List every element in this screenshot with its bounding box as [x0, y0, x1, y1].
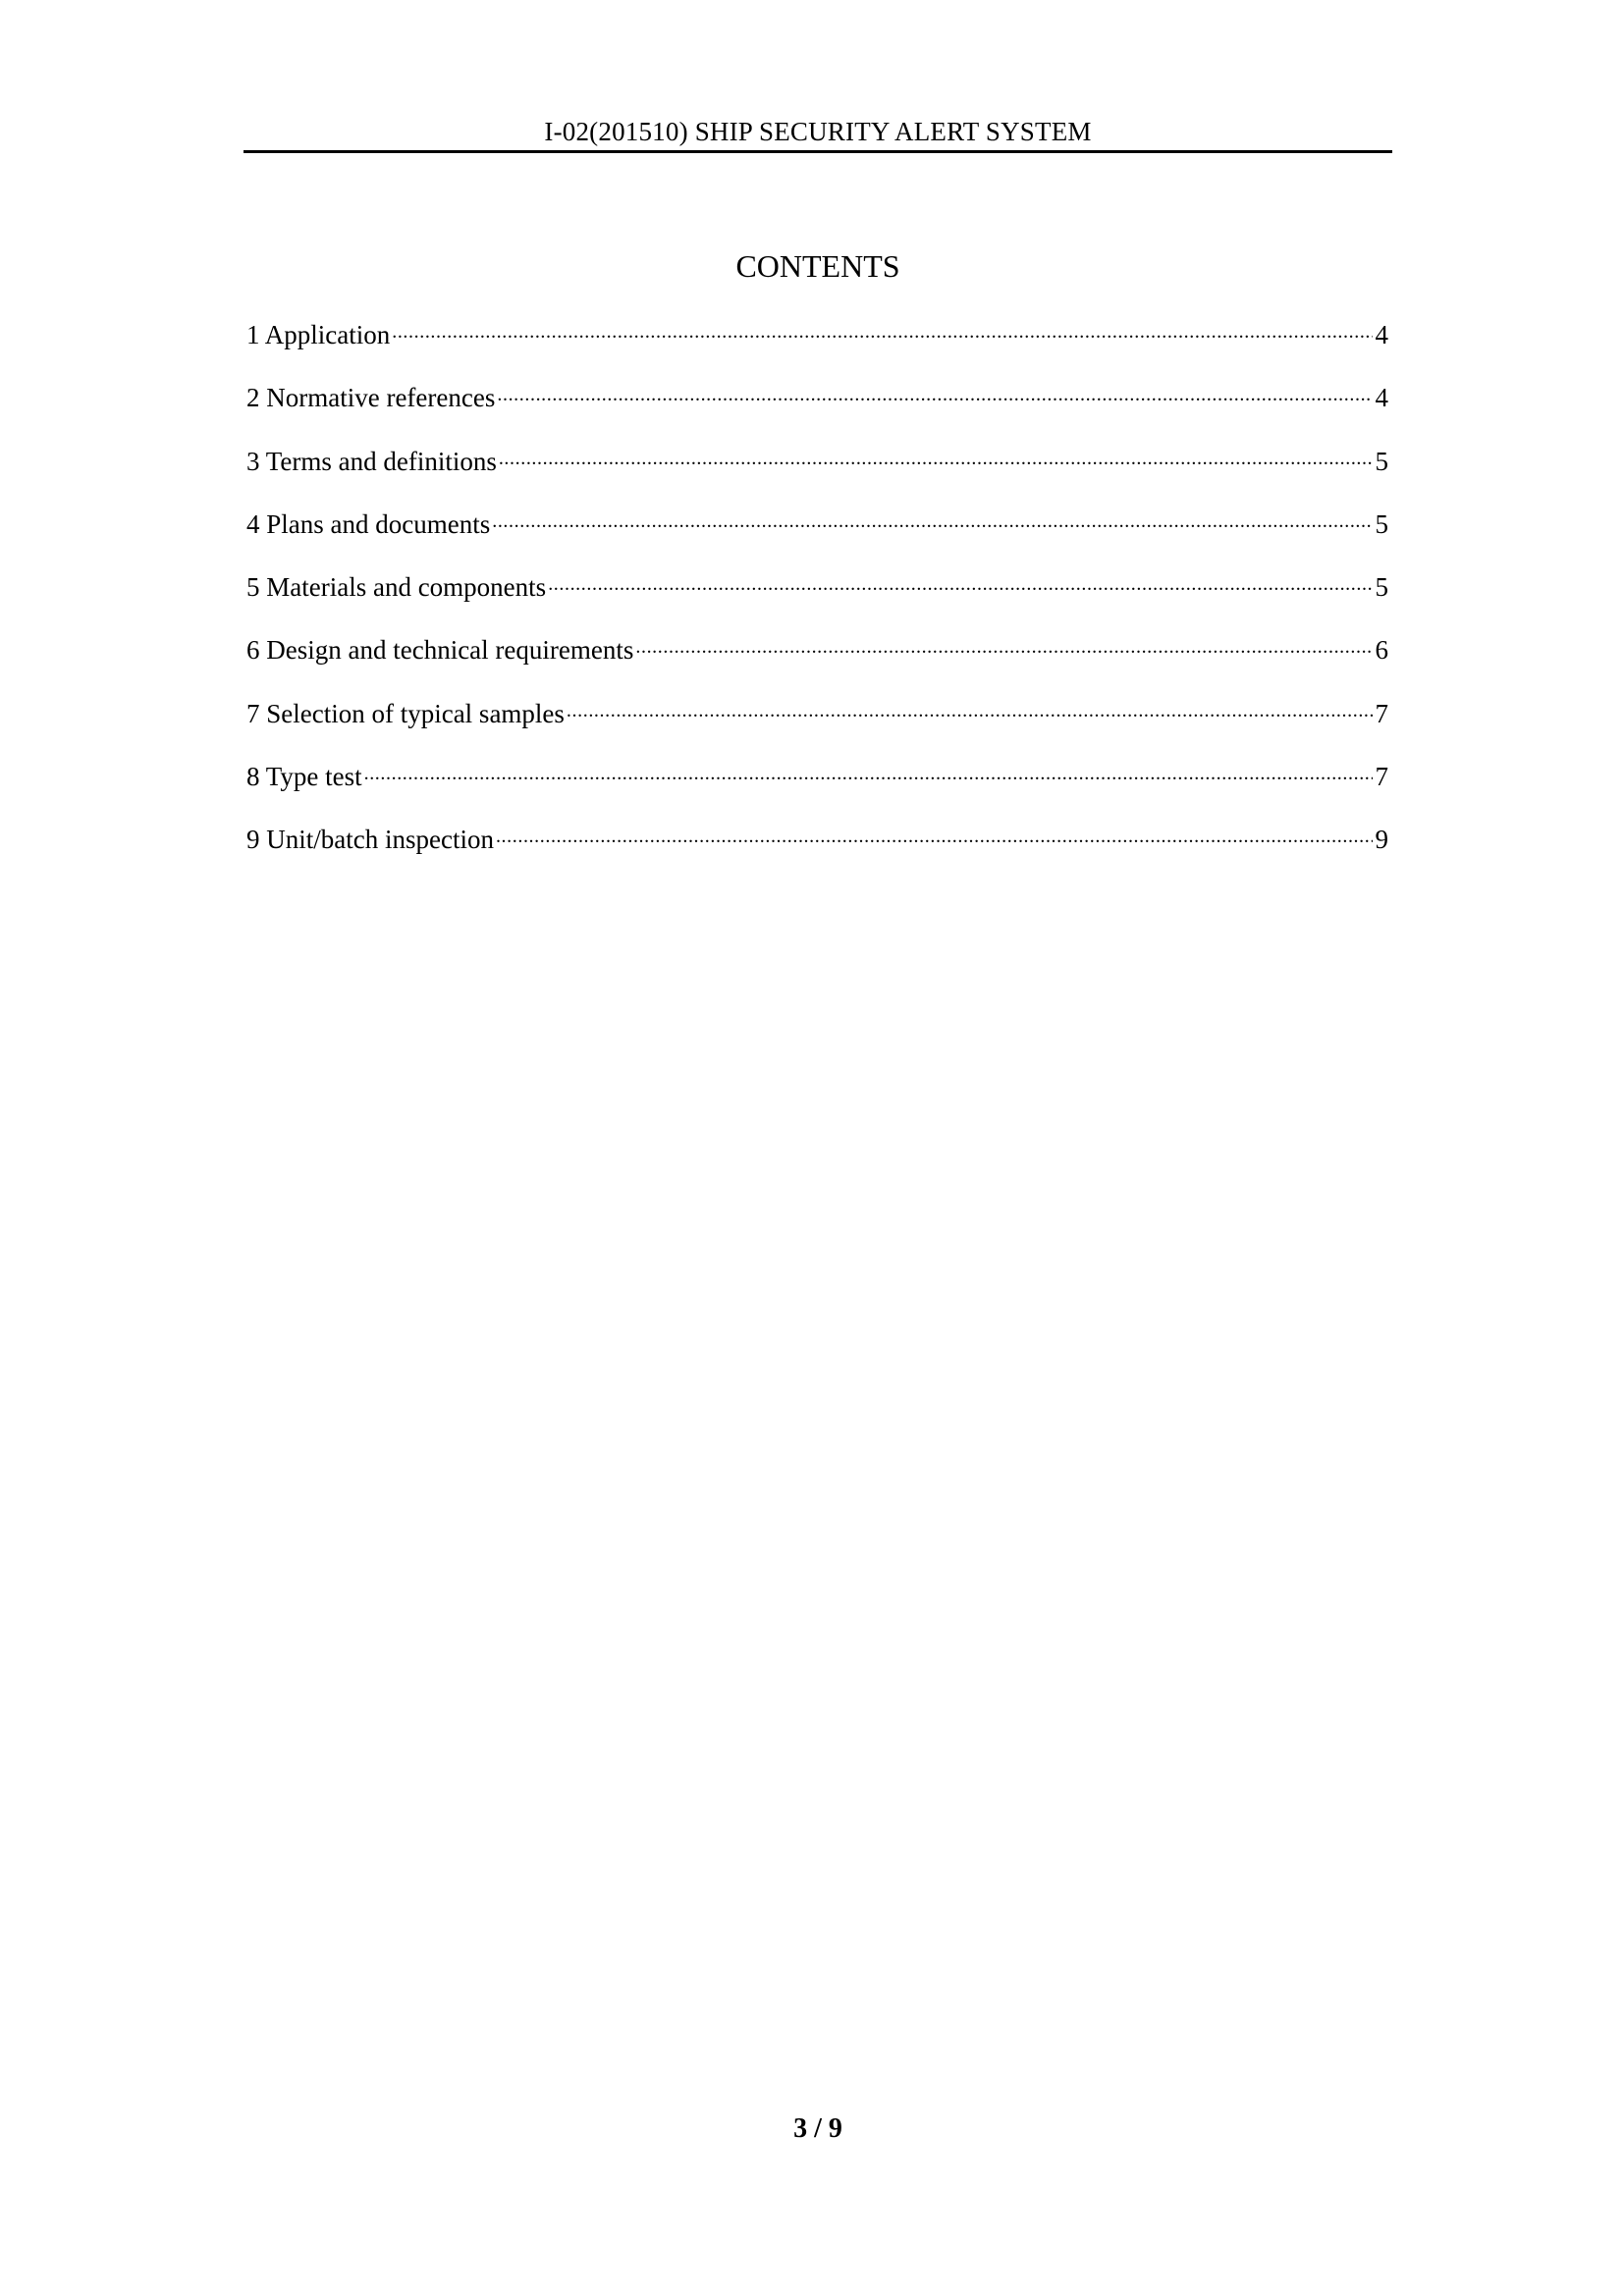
toc-dot-leader: [635, 625, 1373, 659]
toc-dot-leader: [496, 815, 1373, 848]
toc-dot-leader: [364, 752, 1373, 785]
toc-dot-leader: [497, 373, 1373, 406]
header-rule: [244, 150, 1392, 153]
toc-title: CONTENTS: [735, 248, 900, 284]
toc-entry-label: 2 Normative references: [246, 383, 496, 413]
toc-dot-leader: [392, 310, 1373, 344]
toc-entry-page: 4: [1375, 320, 1388, 349]
toc-entry-label: 5 Materials and components: [246, 572, 547, 603]
toc-dot-leader: [567, 689, 1373, 722]
toc-entry-label: 9 Unit/batch inspection: [246, 825, 494, 855]
toc-entry-selection-of-typical-samples[interactable]: [246, 689, 1388, 752]
toc-entry-unit-batch-inspection[interactable]: [246, 815, 1388, 878]
toc-entry-page: 5: [1375, 446, 1388, 476]
toc-entry-label: 3 Terms and definitions: [246, 446, 497, 476]
toc-entry-design-and-technical-requirements[interactable]: [246, 625, 1388, 688]
toc-entry-page: 9: [1375, 825, 1388, 855]
toc-entry-label: 7 Selection of typical samples: [246, 698, 565, 728]
toc-entry-label: 6 Design and technical requirements: [246, 635, 634, 666]
toc-entry-page: 7: [1375, 762, 1388, 792]
toc-dot-leader: [548, 562, 1373, 596]
toc-entry-label: 4 Plans and documents: [246, 508, 491, 539]
toc-entry-type-test[interactable]: [246, 752, 1388, 815]
toc-entry-terms-and-definitions[interactable]: [246, 437, 1388, 500]
toc-entry-materials-and-components[interactable]: [246, 562, 1388, 625]
page-number-footer: 3 / 9: [793, 2113, 842, 2144]
toc-dot-leader: [492, 500, 1373, 533]
toc-entry-page: 7: [1375, 698, 1388, 728]
running-header: I-02(201510) SHIP SECURITY ALERT SYSTEM: [544, 117, 1092, 146]
toc-dot-leader: [499, 437, 1373, 470]
table-of-contents: [246, 310, 1388, 879]
toc-entry-application[interactable]: [246, 310, 1388, 373]
toc-entry-label: 1 Application: [246, 320, 391, 349]
toc-entry-page: 5: [1375, 508, 1388, 539]
toc-entry-page: 6: [1375, 635, 1388, 666]
toc-entry-page: 5: [1375, 572, 1388, 603]
toc-entry-page: 4: [1375, 383, 1388, 413]
toc-entry-normative-references[interactable]: [246, 373, 1388, 436]
toc-entry-plans-and-documents[interactable]: [246, 500, 1388, 562]
toc-entry-label: 8 Type test: [246, 762, 362, 792]
